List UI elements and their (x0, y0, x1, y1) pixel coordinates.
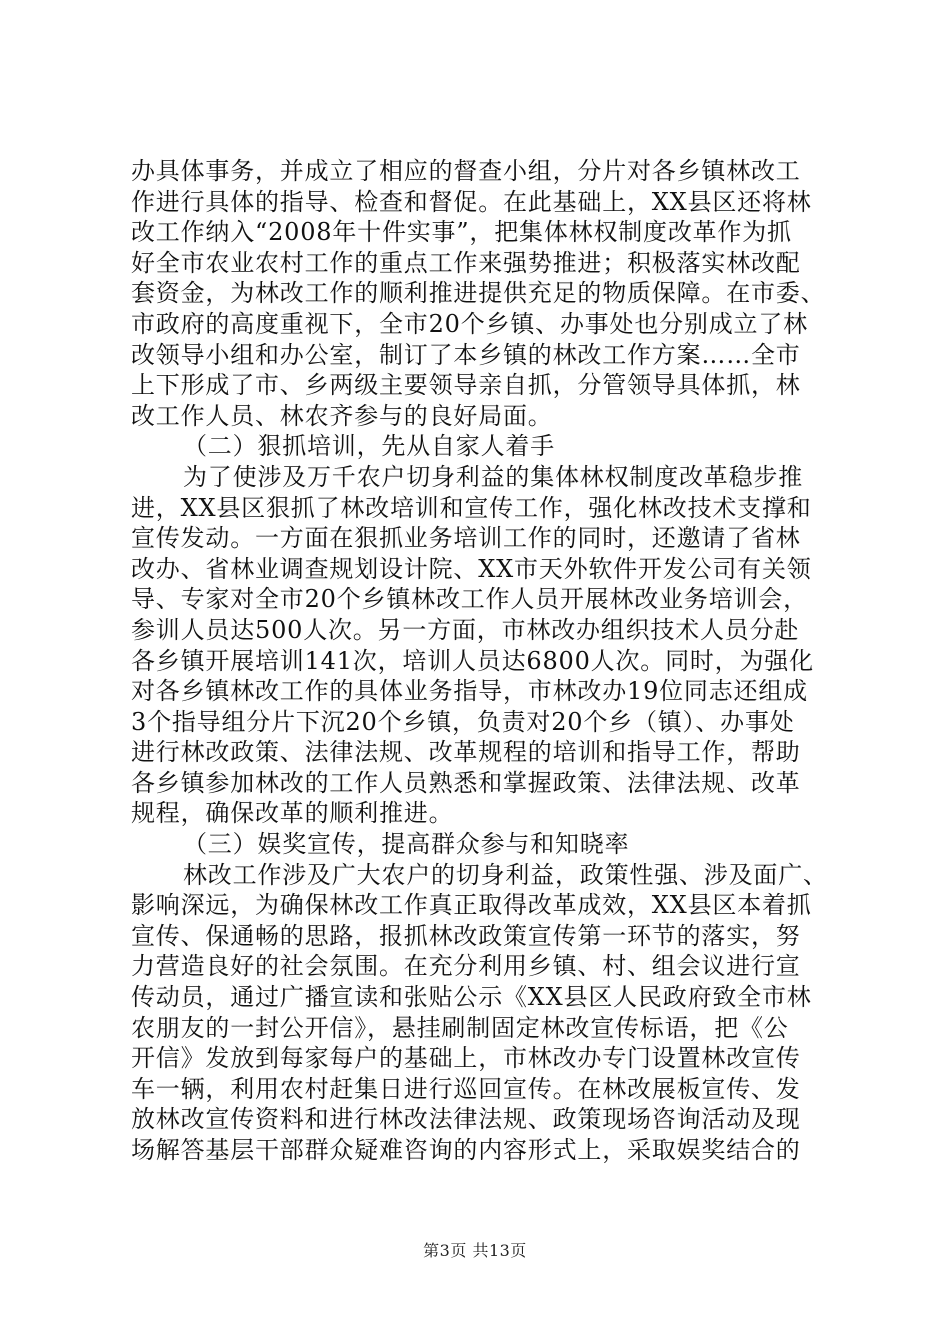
text-line: 各乡镇开展培训141次，培训人员达6800人次。同时，为强化 (131, 646, 814, 675)
text-line: 改办、省林业调查规划设计院、XX市天外软件开发公司有关领 (131, 554, 812, 583)
text-line: 放林改宣传资料和进行林改法律法规、政策现场咨询活动及现 (131, 1105, 801, 1134)
text-line: 办具体事务，并成立了相应的督查小组，分片对各乡镇林改工 (131, 157, 801, 185)
section-heading: （三）娱奖宣传，提高群众参与和知晓率 (183, 830, 630, 859)
text-line: 3个指导组分片下沉20个乡镇，负责对20个乡（镇）、办事处 (131, 707, 795, 736)
text-line: 套资金，为林改工作的顺利推进提供充足的物质保障。在市委、 (131, 279, 826, 308)
text-line: 作进行具体的指导、检查和督促。在此基础上，XX县区还将林 (131, 187, 812, 216)
text-line: 规程，确保改革的顺利推进。 (131, 799, 454, 828)
text-line: 宣传、保通畅的思路，报抓林改政策宣传第一环节的落实，努 (131, 921, 801, 950)
text-line: 各乡镇参加林改的工作人员熟悉和掌握政策、法律法规、改革 (131, 768, 801, 797)
text-line: 开信》发放到每家每户的基础上，市林改办专门设置林改宣传 (131, 1044, 801, 1073)
text-line: 力营造良好的社会氛围。在充分利用乡镇、村、组会议进行宣 (131, 952, 801, 981)
text-line: 上下形成了市、乡两级主要领导亲自抓，分管领导具体抓，林 (131, 371, 801, 400)
text-line: 传动员，通过广播宣读和张贴公示《XX县区人民政府致全市林 (131, 983, 812, 1012)
text-line: 为了使涉及万千农户切身利益的集体林权制度改革稳步推 (183, 462, 803, 491)
text-line: 宣传发动。一方面在狠抓业务培训工作的同时，还邀请了省林 (131, 524, 801, 553)
body-text (131, 156, 831, 1166)
text-line: 市政府的高度重视下，全市20个乡镇、办事处也分别成立了林 (131, 309, 808, 338)
text-line: 林改工作涉及广大农户的切身利益，政策性强、涉及面广、 (183, 860, 828, 889)
section-heading: （二）狠抓培训，先从自家人着手 (183, 432, 555, 461)
text-line: 好全市农业农村工作的重点工作来强势推进；积极落实林改配 (131, 248, 801, 277)
text-line: 农朋友的一封公开信》，悬挂刷制固定林改宣传标语，把《公 (131, 1013, 789, 1042)
text-line: 改领导小组和办公室，制订了本乡镇的林改工作方案……全市 (131, 340, 801, 369)
page-footer (0, 1241, 950, 1261)
text-line: 对各乡镇林改工作的具体业务指导，市林改办19位同志还组成 (131, 677, 808, 706)
page-number: 第3页 共13页 (423, 1241, 527, 1260)
text-line: 改工作纳入“2008年十件实事”，把集体林权制度改革作为抓 (131, 218, 792, 247)
text-line: 进，XX县区狠抓了林改培训和宣传工作，强化林改技术支撑和 (131, 493, 812, 522)
text-line: 进行林改政策、法律法规、改革规程的培训和指导工作，帮助 (131, 738, 801, 767)
text-line: 场解答基层干部群众疑难咨询的内容形式上，采取娱奖结合的 (131, 1136, 801, 1164)
text-line: 改工作人员、林农齐参与的良好局面。 (131, 401, 553, 430)
text-line: 参训人员达500人次。另一方面，市林改办组织技术人员分赴 (131, 615, 800, 644)
text-line: 导、专家对全市20个乡镇林改工作人员开展林改业务培训会， (131, 585, 808, 614)
text-line: 影响深远，为确保林改工作真正取得改革成效，XX县区本着抓 (131, 891, 812, 920)
text-line: 车一辆，利用农村赶集日进行巡回宣传。在林改展板宣传、发 (131, 1074, 801, 1103)
